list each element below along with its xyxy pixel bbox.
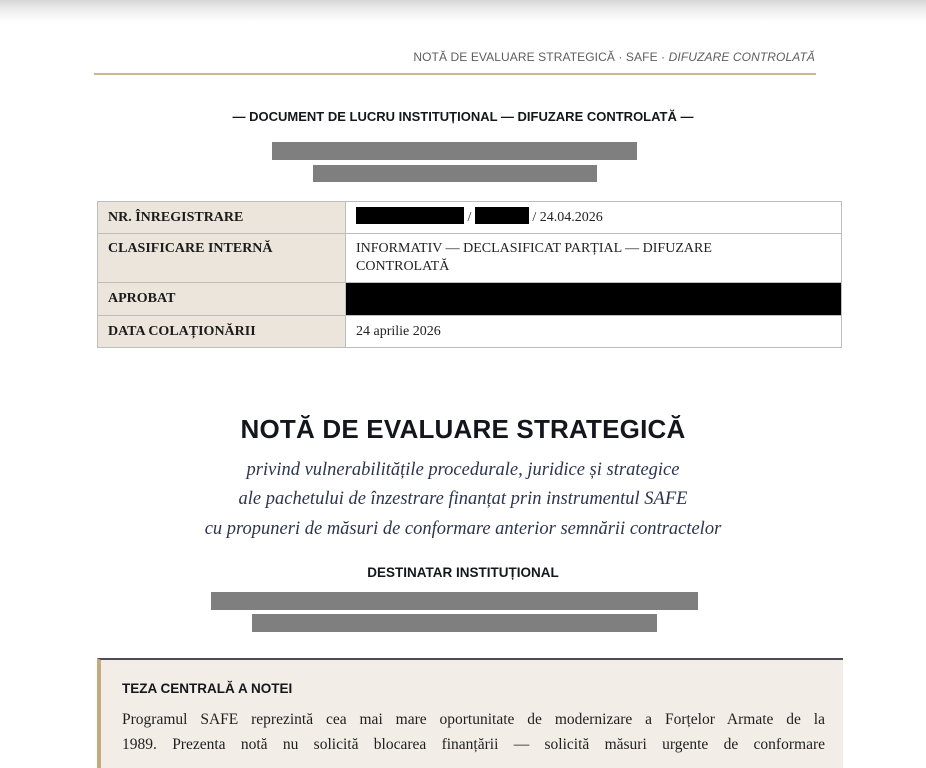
recipient-heading: DESTINATAR INSTITUȚIONAL — [367, 565, 559, 580]
classification-value: INFORMATIV — DECLASIFICAT PARȚIAL — DIFUZARE CONTROLATĂ — [346, 234, 842, 283]
approved-label: APROBAT — [98, 283, 346, 316]
recipient-redaction-2 — [252, 614, 657, 632]
issuer-redaction-2 — [313, 165, 597, 182]
issuer-redaction-1 — [272, 142, 637, 160]
registration-code-redaction — [475, 207, 529, 224]
thesis-callout — [97, 658, 843, 768]
metadata-table — [97, 201, 842, 348]
classification-label: CLASIFICARE INTERNĂ — [98, 234, 346, 283]
running-header-title: NOTĂ DE EVALUARE STRATEGICĂ · SAFE · — [413, 50, 669, 64]
registration-label: NR. ÎNREGISTRARE — [98, 202, 346, 234]
collation-date-label: DATA COLAȚIONĂRII — [98, 316, 346, 348]
thesis-line-1: Programul SAFE reprezintă cea mai mare oportunitate de modernizare a Forțelor Armate de la — [122, 711, 825, 728]
running-header — [94, 50, 815, 64]
recipient-redaction-1 — [211, 592, 698, 610]
subtitle-line-2: ale pachetului de înzestrare finanțat prin instrumentul SAFE — [238, 489, 688, 509]
table-row-registration — [98, 202, 842, 234]
registration-value — [346, 202, 842, 234]
thesis-line-2: 1989. Prezenta notă nu solicită blocarea finanțării — solicită măsuri urgente de conformare — [122, 736, 825, 753]
table-row-approved — [98, 283, 842, 316]
registration-separator: / — [464, 210, 475, 225]
subtitle-line-3: cu propuneri de măsuri de conformare anterior semnării contractelor — [204, 519, 722, 539]
collation-date-value: 24 aprilie 2026 — [346, 316, 842, 348]
page-title: NOTĂ DE EVALUARE STRATEGICĂ — [240, 414, 686, 444]
subtitle-line-1: privind vulnerabilitățile procedurale, juridice și strategice — [246, 460, 680, 480]
table-row-collation-date — [98, 316, 842, 348]
running-header-distribution: DIFUZARE CONTROLATĂ — [668, 50, 815, 64]
document-banner: — DOCUMENT DE LUCRU INSTITUȚIONAL — DIFUZARE CONTROLATĂ — — [232, 109, 694, 124]
registration-date: / 24.04.2026 — [528, 210, 603, 225]
thesis-body — [122, 707, 825, 757]
thesis-title: TEZA CENTRALĂ A NOTEI — [122, 681, 293, 696]
approved-value-redaction — [346, 283, 842, 316]
header-rule — [94, 73, 816, 75]
viewer-top-shadow — [0, 0, 926, 22]
registration-number-redaction — [356, 207, 464, 224]
table-row-classification — [98, 234, 842, 283]
